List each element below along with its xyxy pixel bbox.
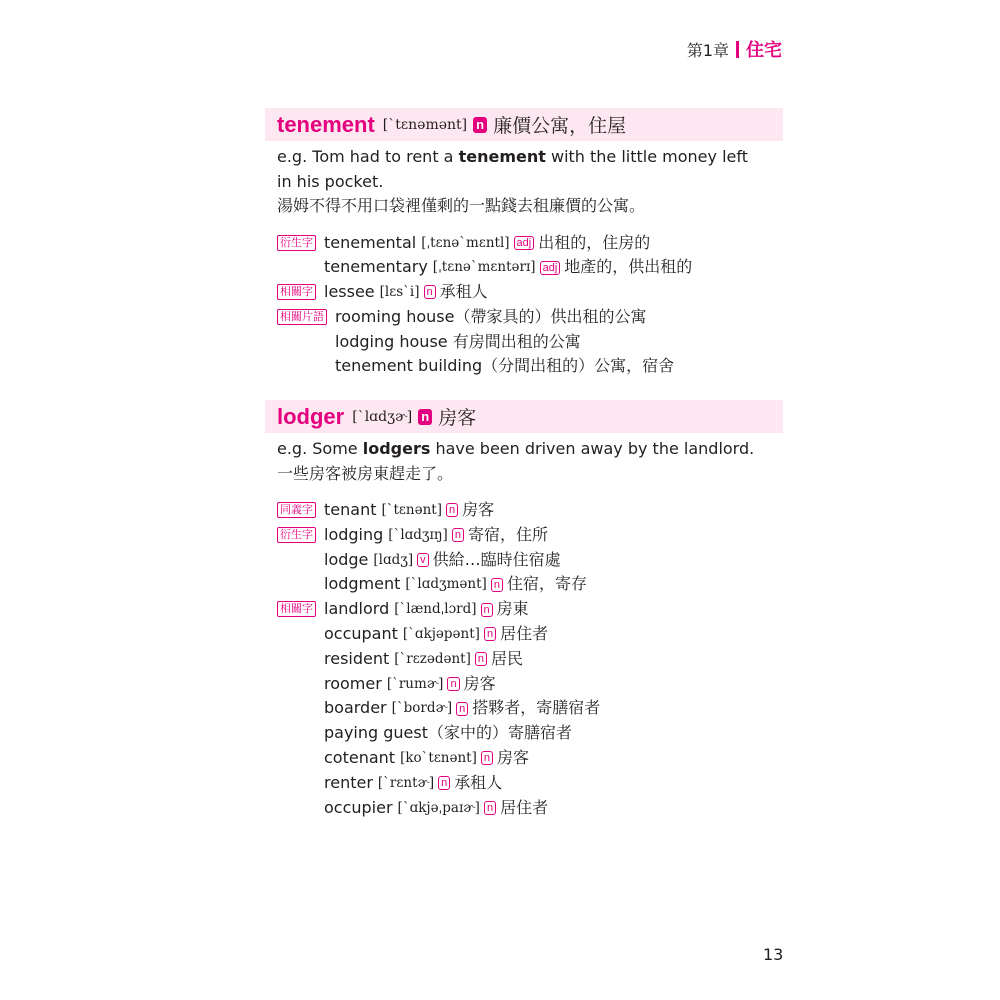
pos-badge: n xyxy=(484,801,496,815)
example-text: e.g. Tom had to rent a xyxy=(277,147,459,166)
related-meaning: 住宿，寄存 xyxy=(506,574,587,594)
related-word: lessee xyxy=(324,282,375,302)
example-block xyxy=(265,437,783,486)
chapter-header xyxy=(687,36,782,62)
related-phonetic: [ko`tɛnənt] xyxy=(400,749,477,766)
related-phrase: tenement building（分間出租的）公寓，宿舍 xyxy=(335,356,675,376)
related-meaning: 承租人 xyxy=(439,282,488,302)
related-meaning: 房東 xyxy=(496,599,529,619)
related-row xyxy=(265,647,783,672)
related-meaning: 房客 xyxy=(462,500,495,519)
related-phonetic: [`bordɚ] xyxy=(391,700,453,717)
pos-badge: n xyxy=(447,677,459,691)
related-word: occupier xyxy=(324,797,393,817)
pos-badge: n xyxy=(418,409,432,425)
related-phrase: lodging house 有房間出租的公寓 xyxy=(335,331,581,351)
related-list xyxy=(265,498,783,820)
related-row xyxy=(265,498,783,523)
pos-badge: adj xyxy=(540,261,561,275)
pos-badge: n xyxy=(481,603,493,617)
pos-badge: n xyxy=(473,117,487,133)
tag-badge: 相關片語 xyxy=(277,309,327,325)
pos-badge: n xyxy=(438,776,450,790)
headword-phonetic: [`lɑdʒɚ] xyxy=(352,408,413,425)
example-translation: 湯姆不得不用口袋裡僅剩的一點錢去租廉價的公寓。 xyxy=(277,196,646,215)
headword-phonetic: [`tɛnəmənt] xyxy=(382,116,468,133)
entry-tenement xyxy=(265,108,783,379)
related-phonetic: [ˌtɛnə`mɛntl] xyxy=(421,234,510,251)
pos-badge: v xyxy=(417,553,429,567)
pos-badge: n xyxy=(424,285,436,299)
related-meaning: 居民 xyxy=(490,648,523,668)
related-row xyxy=(265,255,783,280)
related-meaning: 承租人 xyxy=(454,772,503,792)
related-word: resident xyxy=(324,648,390,668)
related-phonetic: [`ɑkjəpənt] xyxy=(402,625,480,642)
headword: tenement xyxy=(277,111,375,137)
related-row xyxy=(265,523,783,548)
example-keyword: lodgers xyxy=(362,439,431,458)
related-meaning: 地產的，供出租的 xyxy=(564,257,693,277)
related-row xyxy=(265,721,783,746)
related-phonetic: [`rɛzədənt] xyxy=(394,650,471,667)
related-list xyxy=(265,231,783,380)
pos-badge: n xyxy=(475,652,487,666)
related-phonetic: [`ɑkjəˌpaɪɚ] xyxy=(397,799,480,816)
related-row xyxy=(265,672,783,697)
related-word: occupant xyxy=(324,623,398,643)
related-row xyxy=(265,548,783,573)
related-word: renter xyxy=(324,772,373,792)
related-phonetic: [`lɑdʒɪŋ] xyxy=(388,526,448,543)
entry-lodger xyxy=(265,400,783,820)
related-row xyxy=(265,354,783,379)
tag-badge: 衍生字 xyxy=(277,235,316,251)
example-translation: 一些房客被房東趕走了。 xyxy=(277,463,454,483)
related-phrase: rooming house（帶家具的）供出租的公寓 xyxy=(335,306,647,326)
related-word: boarder xyxy=(324,698,387,718)
example-text: with the little money left xyxy=(545,147,748,166)
related-word: landlord xyxy=(324,599,390,619)
example-text: have been driven away by the landlord. xyxy=(430,439,755,458)
related-meaning: 搭夥者，寄膳宿者 xyxy=(472,698,601,718)
example-line xyxy=(277,437,783,462)
related-phonetic: [lɛs`i] xyxy=(379,284,420,301)
headword-meaning: 房客 xyxy=(438,407,477,429)
example-text: e.g. Some xyxy=(277,439,363,458)
header-divider xyxy=(736,41,739,58)
related-word: tenant xyxy=(324,500,377,519)
chapter-label: 第1章 xyxy=(686,40,729,60)
related-phonetic: [`lændˌlɔrd] xyxy=(394,601,477,618)
example-block xyxy=(265,145,783,219)
tag-badge: 衍生字 xyxy=(277,527,316,543)
related-phonetic: [`tɛnənt] xyxy=(381,502,442,518)
related-word: lodging xyxy=(324,524,384,544)
related-word: lodge xyxy=(324,549,369,569)
headword-bar xyxy=(265,108,783,141)
page-number: 13 xyxy=(763,945,784,964)
related-meaning: 供給…臨時住宿處 xyxy=(432,549,561,569)
related-row xyxy=(265,280,783,305)
pos-badge: n xyxy=(456,702,468,716)
related-meaning: 房客 xyxy=(463,673,496,693)
related-row xyxy=(265,796,783,821)
related-word: cotenant xyxy=(324,747,396,767)
tag-badge: 相關字 xyxy=(277,601,316,617)
related-phonetic: [lɑdʒ] xyxy=(373,551,414,568)
related-meaning: 房客 xyxy=(497,747,530,767)
related-row xyxy=(265,597,783,622)
pos-badge: adj xyxy=(514,236,535,250)
pos-badge: n xyxy=(452,528,464,542)
related-phonetic: [ˌtɛnə`mɛntərɪ] xyxy=(432,259,536,276)
headword-meaning: 廉價公寓，住屋 xyxy=(493,115,627,137)
related-word: lodgment xyxy=(324,574,401,594)
example-line xyxy=(277,145,783,170)
related-meaning: 寄宿，住所 xyxy=(467,524,548,544)
pos-badge: n xyxy=(484,627,496,641)
related-phonetic: [`rumɚ] xyxy=(386,675,444,692)
related-row xyxy=(265,231,783,256)
headword-bar xyxy=(265,400,783,433)
example-line: in his pocket. xyxy=(277,171,384,191)
related-phrase: paying guest（家中的）寄膳宿者 xyxy=(324,723,573,743)
related-row xyxy=(265,572,783,597)
headword: lodger xyxy=(277,403,345,429)
pos-badge: n xyxy=(491,578,503,592)
related-meaning: 居住者 xyxy=(500,623,549,643)
related-meaning: 居住者 xyxy=(500,797,549,817)
related-row xyxy=(265,746,783,771)
related-row xyxy=(265,696,783,721)
related-row xyxy=(265,330,783,355)
related-word: tenemental xyxy=(324,232,417,252)
related-word: tenementary xyxy=(324,257,428,277)
pos-badge: n xyxy=(446,503,458,517)
related-row xyxy=(265,622,783,647)
related-word: roomer xyxy=(324,673,382,693)
example-keyword: tenement xyxy=(458,147,546,166)
related-row xyxy=(265,305,783,330)
related-row xyxy=(265,771,783,796)
pos-badge: n xyxy=(481,751,493,765)
tag-badge: 相關字 xyxy=(277,284,316,300)
related-phonetic: [`lɑdʒmənt] xyxy=(405,576,487,593)
related-meaning: 出租的，住房的 xyxy=(538,232,651,252)
related-phonetic: [`rɛntɚ] xyxy=(377,774,435,791)
tag-badge: 同義字 xyxy=(277,502,316,518)
chapter-name: 住宅 xyxy=(746,40,782,61)
